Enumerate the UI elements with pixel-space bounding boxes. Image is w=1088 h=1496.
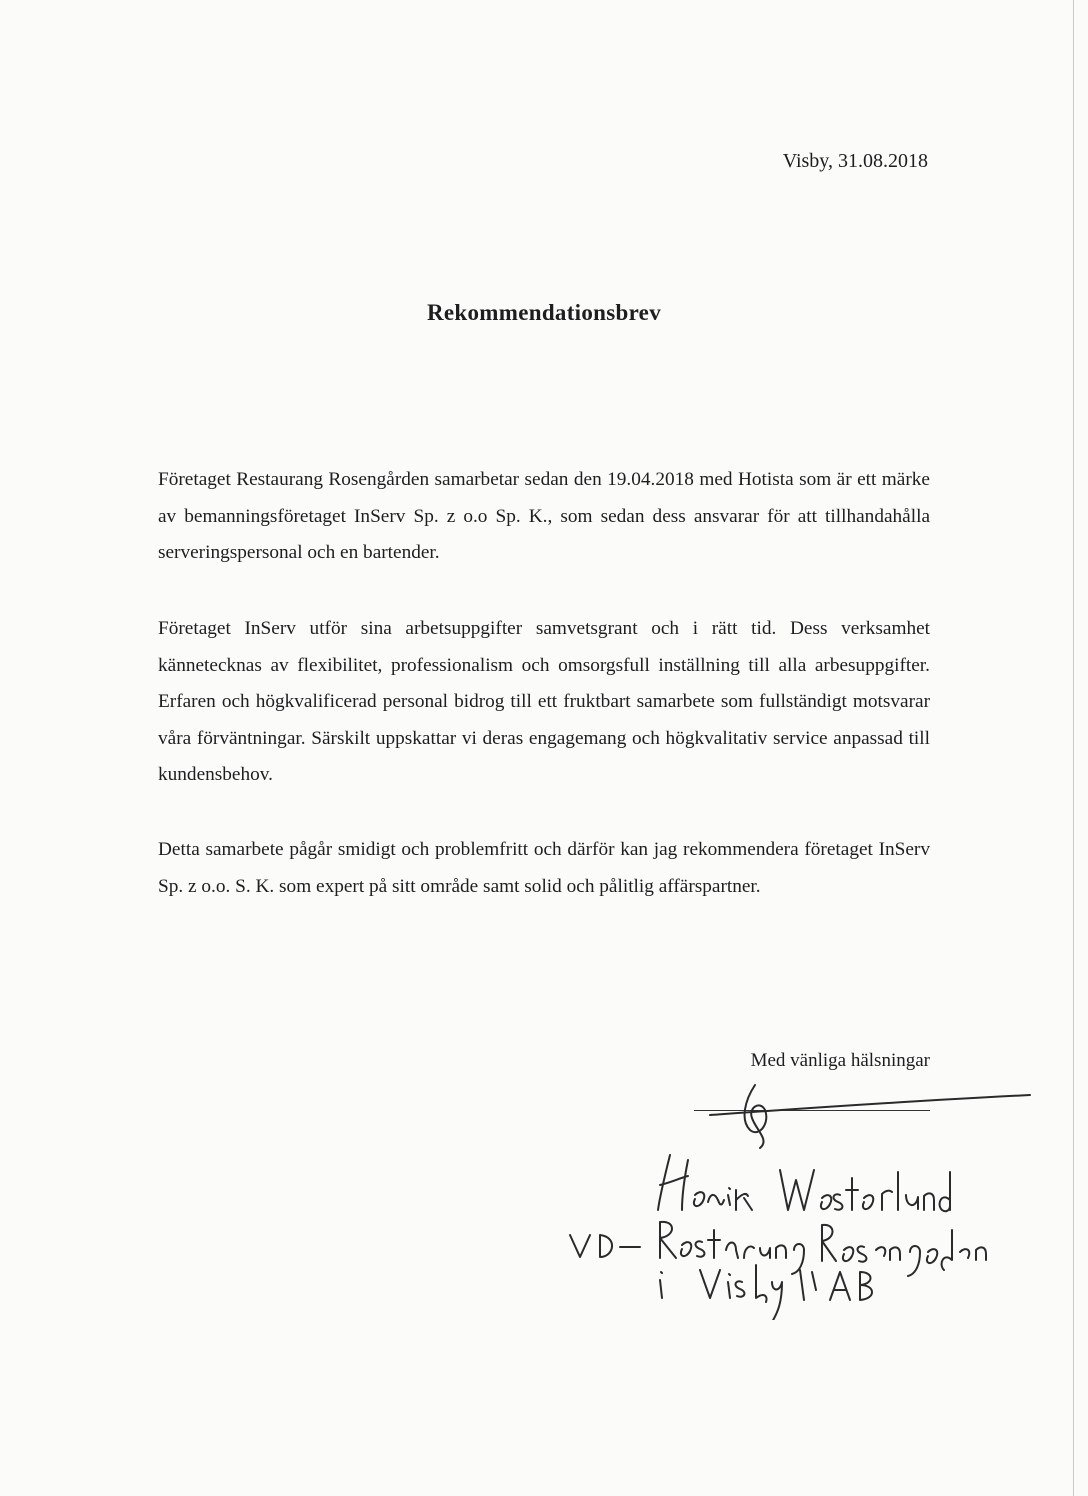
scan-edge bbox=[1073, 0, 1074, 1496]
paragraph-1: Företaget Restaurang Rosengården samarbetar sedan den 19.04.2018 med Hotista som är ett märke av bemanningsföretaget InServ Sp. z o.o Sp. K., som sedan dess ansvarar för att tillhandahålla serveringspersonal och en bartender. bbox=[158, 469, 930, 563]
closing: Med vänliga hälsningar bbox=[750, 1050, 930, 1071]
letter-title: Rekommendationsbrev bbox=[426, 300, 661, 325]
paragraph-2: Företaget InServ utför sina arbetsuppgifter samvetsgrant och i rätt tid. Dess verksamhet kännetecknas av flexibilitet, professionalism och omsorgsfull inställning till alla arbesuppgifter. Erfaren och högkvalificerad personal bidrog till ett fruktbart samarbete som fullständigt motsvarar våra förväntningar. Särskilt uppskattar vi deras engagemang och högkvalitativ service anpassad till kundensbehov. bbox=[158, 618, 930, 785]
handwritten-signature bbox=[560, 1060, 1060, 1320]
place-date: Visby, 31.08.2018 bbox=[782, 150, 928, 172]
paragraph-3: Detta samarbete pågår smidigt och problemfritt och därför kan jag rekommendera företaget InServ Sp. z o.o. S. K. som expert på sitt område samt solid och pålitlig affärspartner. bbox=[158, 839, 930, 897]
